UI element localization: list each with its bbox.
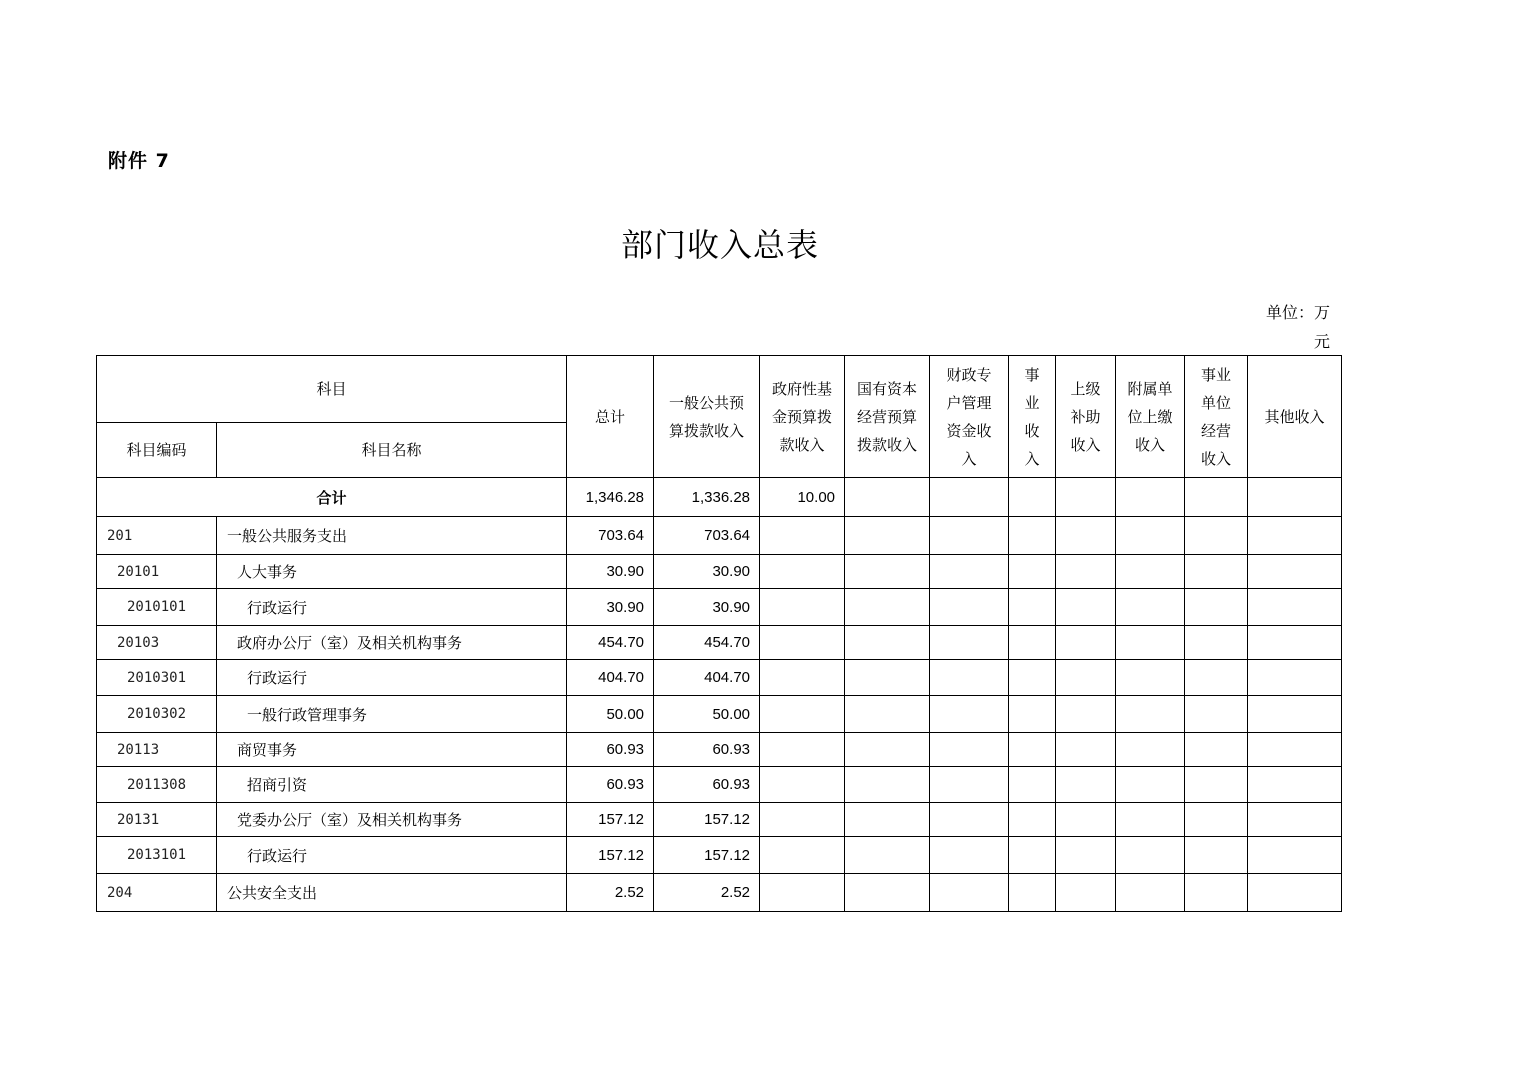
row-total: 157.12: [567, 803, 654, 837]
row-name: 商贸事务: [217, 733, 567, 767]
table-row: [97, 696, 1342, 733]
row-other: [1248, 589, 1342, 626]
table-row: [97, 767, 1342, 803]
row-business: [1185, 733, 1248, 767]
row-superior-subsidy: [1056, 837, 1116, 874]
row-gov-fund: [760, 696, 845, 733]
header-state-capital: 国有资本经营预算拨款收入: [845, 356, 930, 478]
row-gov-fund: [760, 837, 845, 874]
row-undertaking: [1009, 517, 1056, 555]
row-affiliated: [1116, 733, 1185, 767]
row-other: [1248, 733, 1342, 767]
row-other: [1248, 837, 1342, 874]
row-superior-subsidy: [1056, 626, 1116, 660]
row-state-capital: [845, 517, 930, 555]
row-special-account: [930, 837, 1009, 874]
header-superior-subsidy: 上级补助收入: [1056, 356, 1116, 478]
row-total: 30.90: [567, 589, 654, 626]
row-special-account: [930, 660, 1009, 696]
row-affiliated: [1116, 767, 1185, 803]
row-total: 50.00: [567, 696, 654, 733]
row-business: [1185, 696, 1248, 733]
row-name: 政府办公厅（室）及相关机构事务: [217, 626, 567, 660]
row-undertaking: [1009, 555, 1056, 589]
row-undertaking: [1009, 733, 1056, 767]
row-state-capital: [845, 626, 930, 660]
row-other: [1248, 803, 1342, 837]
row-gov-fund: [760, 517, 845, 555]
header-name: 科目名称: [217, 423, 567, 478]
header-affiliated: 附属单位上缴收入: [1116, 356, 1185, 478]
row-other: [1248, 767, 1342, 803]
row-name: 行政运行: [217, 589, 567, 626]
row-name: 一般行政管理事务: [217, 696, 567, 733]
unit-label-line1: 单位：万: [1265, 303, 1330, 322]
row-total: 2.52: [567, 874, 654, 912]
row-code: 2010101: [97, 589, 217, 626]
total-label: 合计: [97, 478, 567, 517]
total-row: [97, 478, 1342, 517]
row-total: 157.12: [567, 837, 654, 874]
row-name: 党委办公厅（室）及相关机构事务: [217, 803, 567, 837]
row-state-capital: [845, 660, 930, 696]
row-total: 60.93: [567, 733, 654, 767]
row-name: 行政运行: [217, 837, 567, 874]
row-undertaking: [1009, 803, 1056, 837]
row-affiliated: [1116, 555, 1185, 589]
row-gov-fund: [760, 660, 845, 696]
row-state-capital: [845, 589, 930, 626]
row-general-budget: 50.00: [654, 696, 760, 733]
row-name: 一般公共服务支出: [217, 517, 567, 555]
row-undertaking: [1009, 696, 1056, 733]
row-special-account: [930, 626, 1009, 660]
row-state-capital: [845, 696, 930, 733]
table-row: [97, 555, 1342, 589]
row-general-budget: 404.70: [654, 660, 760, 696]
row-business: [1185, 837, 1248, 874]
header-row-1: [97, 356, 1342, 423]
row-special-account: [930, 589, 1009, 626]
row-code: 204: [97, 874, 217, 912]
row-general-budget: 454.70: [654, 626, 760, 660]
total-gov-fund: 10.00: [760, 478, 845, 517]
row-business: [1185, 626, 1248, 660]
header-other: 其他收入: [1248, 356, 1342, 478]
row-general-budget: 60.93: [654, 733, 760, 767]
row-special-account: [930, 517, 1009, 555]
row-general-budget: 157.12: [654, 803, 760, 837]
row-other: [1248, 696, 1342, 733]
row-affiliated: [1116, 660, 1185, 696]
unit-label-line2: 元: [1313, 332, 1330, 351]
total-business: [1185, 478, 1248, 517]
row-other: [1248, 555, 1342, 589]
row-business: [1185, 660, 1248, 696]
row-code: 2010301: [97, 660, 217, 696]
row-business: [1185, 589, 1248, 626]
header-special-account: 财政专户管理资金收入: [930, 356, 1009, 478]
row-business: [1185, 555, 1248, 589]
row-superior-subsidy: [1056, 517, 1116, 555]
row-general-budget: 703.64: [654, 517, 760, 555]
row-business: [1185, 874, 1248, 912]
table-row: [97, 837, 1342, 874]
row-business: [1185, 517, 1248, 555]
row-affiliated: [1116, 696, 1185, 733]
row-other: [1248, 874, 1342, 912]
total-total: 1,346.28: [567, 478, 654, 517]
page-title: 部门收入总表: [620, 226, 819, 264]
table-row: [97, 803, 1342, 837]
row-undertaking: [1009, 660, 1056, 696]
header-subject: 科目: [97, 356, 567, 423]
row-special-account: [930, 803, 1009, 837]
row-superior-subsidy: [1056, 660, 1116, 696]
row-gov-fund: [760, 555, 845, 589]
table-row: [97, 626, 1342, 660]
row-code: 20131: [97, 803, 217, 837]
row-undertaking: [1009, 626, 1056, 660]
row-state-capital: [845, 874, 930, 912]
table-row: [97, 874, 1342, 912]
header-undertaking: 事业收入: [1009, 356, 1056, 478]
row-undertaking: [1009, 767, 1056, 803]
row-special-account: [930, 874, 1009, 912]
total-general-budget: 1,336.28: [654, 478, 760, 517]
header-total: 总计: [567, 356, 654, 478]
row-state-capital: [845, 555, 930, 589]
row-code: 2013101: [97, 837, 217, 874]
row-undertaking: [1009, 589, 1056, 626]
row-other: [1248, 626, 1342, 660]
row-code: 20103: [97, 626, 217, 660]
row-state-capital: [845, 837, 930, 874]
row-name: 公共安全支出: [217, 874, 567, 912]
row-affiliated: [1116, 837, 1185, 874]
row-code: 2011308: [97, 767, 217, 803]
row-general-budget: 157.12: [654, 837, 760, 874]
row-superior-subsidy: [1056, 696, 1116, 733]
row-general-budget: 2.52: [654, 874, 760, 912]
header-general-budget: 一般公共预算拨款收入: [654, 356, 760, 478]
row-state-capital: [845, 733, 930, 767]
table-row: [97, 660, 1342, 696]
row-business: [1185, 767, 1248, 803]
row-superior-subsidy: [1056, 767, 1116, 803]
attachment-label: 附件 7: [108, 150, 170, 172]
header-gov-fund: 政府性基金预算拨款收入: [760, 356, 845, 478]
row-total: 60.93: [567, 767, 654, 803]
row-gov-fund: [760, 589, 845, 626]
total-superior-subsidy: [1056, 478, 1116, 517]
row-general-budget: 30.90: [654, 555, 760, 589]
total-special-account: [930, 478, 1009, 517]
unit-label: [1250, 298, 1330, 356]
row-code: 2010302: [97, 696, 217, 733]
row-affiliated: [1116, 517, 1185, 555]
income-summary-table: [96, 355, 1342, 912]
row-name: 行政运行: [217, 660, 567, 696]
row-special-account: [930, 733, 1009, 767]
row-special-account: [930, 555, 1009, 589]
row-affiliated: [1116, 626, 1185, 660]
row-total: 703.64: [567, 517, 654, 555]
row-other: [1248, 517, 1342, 555]
header-code: 科目编码: [97, 423, 217, 478]
total-undertaking: [1009, 478, 1056, 517]
row-business: [1185, 803, 1248, 837]
row-gov-fund: [760, 626, 845, 660]
row-superior-subsidy: [1056, 733, 1116, 767]
row-state-capital: [845, 767, 930, 803]
row-gov-fund: [760, 767, 845, 803]
table-row: [97, 517, 1342, 555]
row-undertaking: [1009, 874, 1056, 912]
row-affiliated: [1116, 589, 1185, 626]
row-special-account: [930, 767, 1009, 803]
row-special-account: [930, 696, 1009, 733]
row-name: 人大事务: [217, 555, 567, 589]
row-affiliated: [1116, 874, 1185, 912]
row-affiliated: [1116, 803, 1185, 837]
row-total: 454.70: [567, 626, 654, 660]
row-superior-subsidy: [1056, 555, 1116, 589]
total-affiliated: [1116, 478, 1185, 517]
row-superior-subsidy: [1056, 589, 1116, 626]
row-total: 30.90: [567, 555, 654, 589]
row-gov-fund: [760, 803, 845, 837]
row-other: [1248, 660, 1342, 696]
row-general-budget: 60.93: [654, 767, 760, 803]
row-code: 20101: [97, 555, 217, 589]
row-gov-fund: [760, 874, 845, 912]
table-row: [97, 733, 1342, 767]
total-state-capital: [845, 478, 930, 517]
row-general-budget: 30.90: [654, 589, 760, 626]
table-row: [97, 589, 1342, 626]
row-gov-fund: [760, 733, 845, 767]
row-name: 招商引资: [217, 767, 567, 803]
row-state-capital: [845, 803, 930, 837]
row-total: 404.70: [567, 660, 654, 696]
row-superior-subsidy: [1056, 874, 1116, 912]
row-superior-subsidy: [1056, 803, 1116, 837]
row-code: 201: [97, 517, 217, 555]
row-code: 20113: [97, 733, 217, 767]
total-other: [1248, 478, 1342, 517]
row-undertaking: [1009, 837, 1056, 874]
header-business: 事业单位经营收入: [1185, 356, 1248, 478]
